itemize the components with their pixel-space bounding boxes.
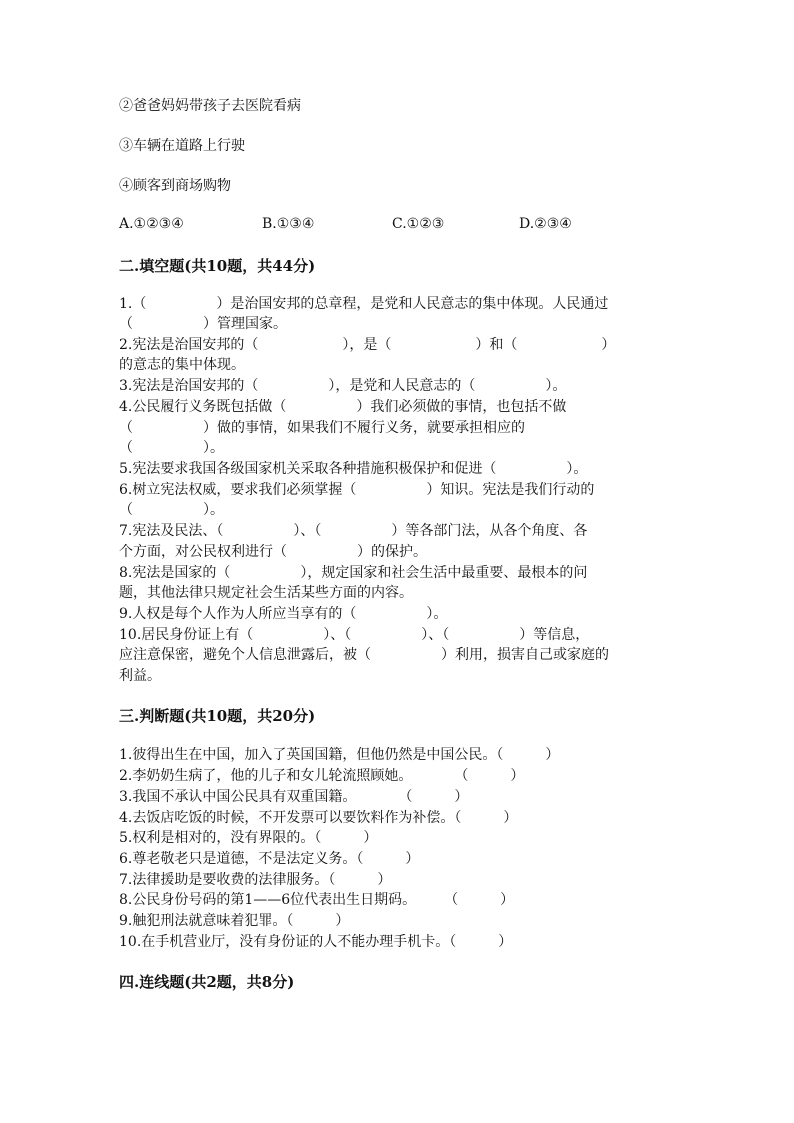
true-false-line: 3.我国不承认中国公民具有双重国籍。 （ ） (119, 789, 469, 805)
fill-blank-line: （ ）做的事情，如果我们不履行义务，就要承担相应的 (119, 420, 525, 436)
true-false-line: 10.在手机营业厅，没有身份证的人不能办理手机卡。（ ） (119, 934, 513, 950)
fill-blank-line: 题，其他法律只规定社会生活某些方面的内容。 (119, 585, 413, 601)
section-heading-fill-blank: 二.填空题(共10题，共44分) (119, 257, 316, 275)
fill-blank-line: 利益。 (119, 668, 161, 684)
prev-question-item: ②爸爸妈妈带孩子去医院看病 (119, 98, 301, 114)
true-false-line: 1.彼得出生在中国，加入了英国国籍，但他仍然是中国公民。（ ） (119, 747, 560, 763)
fill-blank-line: （ ）。 (119, 502, 224, 518)
fill-blank-line: 8.宪法是国家的（ ），规定国家和社会生活中最重要、最根本的问 (119, 565, 588, 581)
true-false-line: 8.公民身份号码的第1——6位代表出生日期码。 （ ） (119, 892, 515, 908)
section-heading-matching: 四.连线题(共2题，共8分) (119, 973, 295, 991)
true-false-line: 7.法律援助是要收费的法律服务。（ ） (119, 872, 392, 888)
fill-blank-line: 10.居民身份证上有（ ）、（ ）、（ ）等信息， (119, 627, 590, 643)
option-a: A.①②③④ (119, 216, 184, 232)
section-heading-true-false: 三.判断题(共10题，共20分) (119, 707, 316, 725)
true-false-line: 5.权利是相对的，没有界限的。（ ） (119, 830, 378, 846)
option-d: D.②③④ (519, 216, 572, 232)
fill-blank-line: 3.宪法是治国安邦的（ ），是党和人民意志的（ ）。 (119, 378, 567, 394)
true-false-line: 4.去饭店吃饭的时候，不开发票可以要饮料作为补偿。（ ） (119, 810, 518, 826)
fill-blank-line: 4.公民履行义务既包括做（ ）我们必须做的事情，也包括不做 (119, 399, 567, 415)
fill-blank-line: 个方面，对公民权利进行（ ）的保护。 (119, 544, 427, 560)
option-c: C.①②③ (392, 216, 445, 232)
fill-blank-line: 应注意保密，避免个人信息泄露后，被（ ）利用，损害自己或家庭的 (119, 647, 609, 663)
fill-blank-line: 7.宪法及民法、（ ）、（ ）等各部门法，从各个角度、各 (119, 523, 588, 539)
fill-blank-line: （ ）。 (119, 440, 224, 456)
fill-blank-line: 5.宪法要求我国各级国家机关采取各种措施积极保护和促进（ ）。 (119, 461, 588, 477)
true-false-line: 2.李奶奶生病了，他的儿子和女儿轮流照顾她。 （ ） (119, 768, 525, 784)
true-false-line: 9.触犯刑法就意味着犯罪。（ ） (119, 913, 350, 929)
prev-question-item: ③车辆在道路上行驶 (119, 138, 245, 154)
true-false-line: 6.尊老敬老只是道德，不是法定义务。（ ） (119, 851, 420, 867)
fill-blank-line: 6.树立宪法权威，要求我们必须掌握（ ）知识。宪法是我们行动的 (119, 482, 595, 498)
fill-blank-line: 1.（ ）是治国安邦的总章程，是党和人民意志的集中体现。人民通过 (119, 296, 609, 312)
fill-blank-line: 9.人权是每个人作为人所应当享有的（ ）。 (119, 606, 448, 622)
fill-blank-line: 的意志的集中体现。 (119, 357, 245, 373)
prev-question-item: ④顾客到商场购物 (119, 178, 231, 194)
fill-blank-line: 2.宪法是治国安邦的（ ），是（ ）和（ ） (119, 337, 616, 353)
option-b: B.①③④ (262, 216, 315, 232)
fill-blank-line: （ ）管理国家。 (119, 316, 287, 332)
